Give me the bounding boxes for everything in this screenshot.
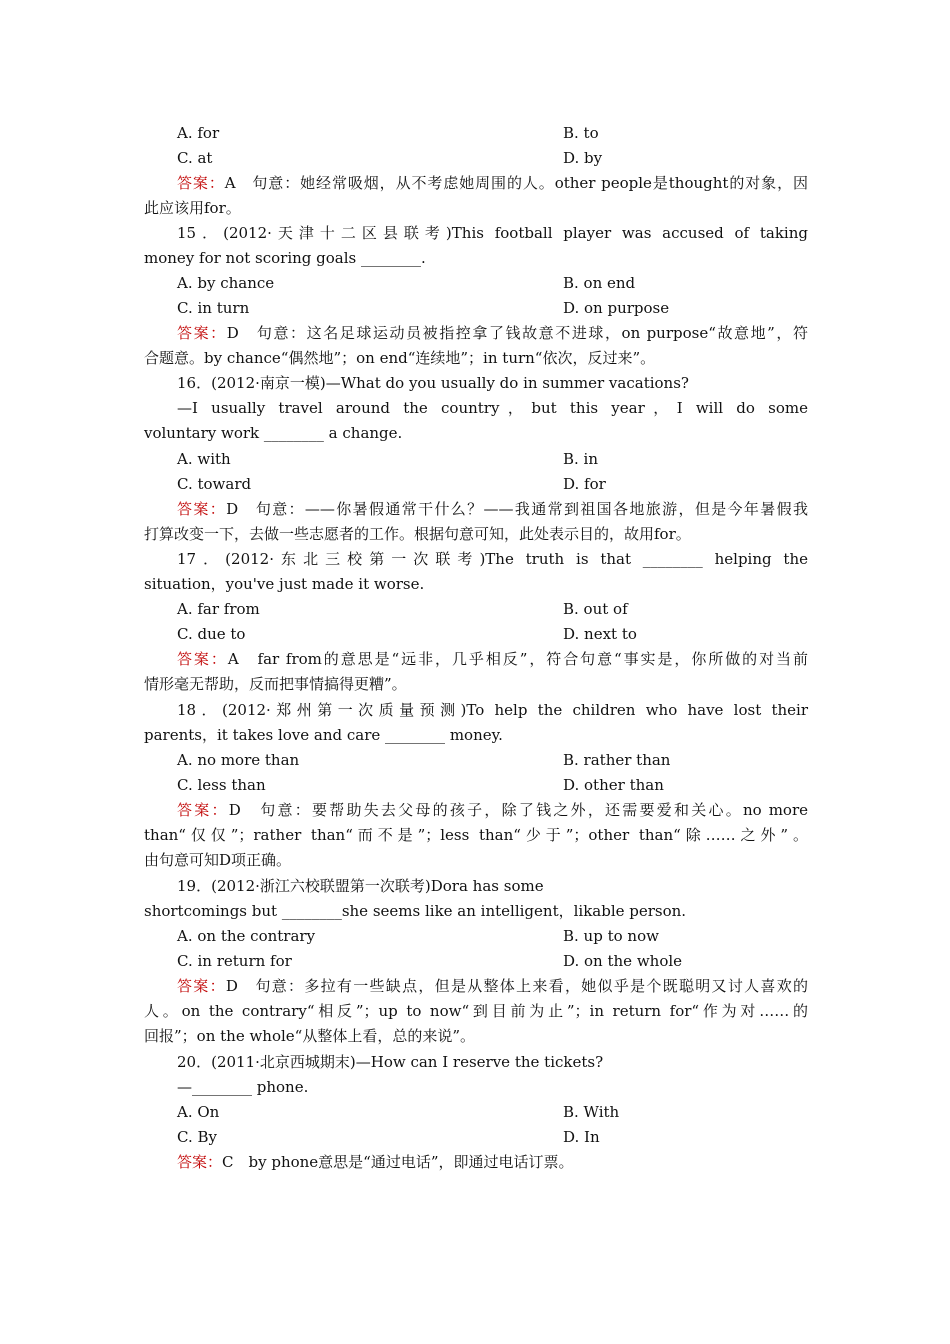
q15-stem-cont: money for not scoring goals ________. [144, 249, 426, 267]
answer-label: 答案： [177, 174, 225, 192]
q19-stem-cont: shortcomings but ________she seems like an intelligent，likable person. [144, 902, 687, 920]
q16-stem-line3: voluntary work ________ a change. [144, 424, 403, 442]
q19-option-d: D. on the whole [563, 952, 683, 970]
q18-stem-cont: parents，it takes love and care ________ money. [144, 726, 503, 744]
q14-answer [177, 171, 808, 196]
q17-answer-cont: 情形毫无帮助，反而把事情搞得更糟”。 [144, 675, 407, 693]
q16-option-d: D. for [563, 475, 606, 493]
q16-stem-line2: —I usually travel around the country，but this year，I will do some [177, 399, 808, 417]
q15-answer-cont: 合题意。by chance“偶然地”；on end“连续地”；in turn“依次，反过来”。 [144, 349, 656, 367]
q20-stem-cont: —________ phone. [177, 1078, 309, 1096]
q20-option-b: B. With [563, 1103, 620, 1121]
q16-option-b: B. in [563, 450, 599, 468]
answer-text: D 句意：——你暑假通常干什么？——我通常到祖国各地旅游，但是今年暑假我 [226, 500, 808, 518]
answer-text: D 句意：这名足球运动员被指控拿了钱故意不进球，on purpose“故意地”，符 [226, 324, 808, 342]
q18-answer-line3: 由句意可知D项正确。 [144, 851, 292, 869]
q19-answer-line3: 回报”；on the whole“从整体上看，总的来说”。 [144, 1027, 476, 1045]
q19-answer-line2: 人。on the contrary“相反”；up to now“到目前为止”；in return for“作为对……的 [144, 1002, 808, 1020]
q18-option-b: B. rather than [563, 751, 671, 769]
answer-label: 答案： [177, 324, 227, 342]
q18-option-c: C. less than [177, 776, 266, 794]
q17-option-d: D. next to [563, 625, 637, 643]
q19-option-b: B. up to now [563, 927, 659, 945]
q16-option-c: C. toward [177, 475, 252, 493]
q18-answer-line2: than“仅仅”；rather than“而不是”；less than“少于”；other than“除……之外”。 [144, 826, 808, 844]
q17-stem-cont: situation，you've just made it worse. [144, 575, 425, 593]
q19-stem: 19．(2012·浙江六校联盟第一次联考)Dora has some [177, 877, 544, 895]
q15-option-d: D. on purpose [563, 299, 670, 317]
answer-text: A 句意：她经常吸烟，从不考虑她周围的人。other people是thought的对象，因 [224, 174, 808, 192]
q14-option-c: C. at [177, 149, 213, 167]
q18-option-a: A. no more than [177, 751, 300, 769]
answer-text: D 句意：多拉有一些缺点，但是从整体上来看，她似乎是个既聪明又讨人喜欢的 [225, 977, 808, 995]
answer-text: D 句意：要帮助失去父母的孩子，除了钱之外，还需要爱和关心。no more [228, 801, 808, 819]
q14-option-d: D. by [563, 149, 603, 167]
q19-answer [177, 974, 808, 999]
q16-answer [177, 497, 808, 522]
q19-option-c: C. in return for [177, 952, 292, 970]
answer-label: 答案： [177, 650, 228, 668]
q17-option-c: C. due to [177, 625, 246, 643]
q20-stem: 20．(2011·北京西城期末)—How can I reserve the tickets? [177, 1053, 604, 1071]
q17-answer [177, 647, 808, 672]
q14-option-b: B. to [563, 124, 599, 142]
q20-option-c: C. By [177, 1128, 217, 1146]
q14-option-a: A. for [177, 124, 220, 142]
q16-stem: 16．(2012·南京一模)—What do you usually do in summer vacations? [177, 374, 689, 392]
q20-answer [177, 1150, 808, 1175]
q15-answer [177, 321, 808, 346]
q14-answer-cont: 此应该用for。 [144, 199, 241, 217]
q20-option-d: D. In [563, 1128, 600, 1146]
answer-label: 答案： [177, 977, 226, 995]
answer-label: 答案： [177, 801, 229, 819]
q20-option-a: A. On [177, 1103, 220, 1121]
answer-text: A far from的意思是“远非，几乎相反”，符合句意“事实是，你所做的对当前 [227, 650, 808, 668]
q18-answer [177, 798, 808, 823]
q15-option-c: C. in turn [177, 299, 250, 317]
answer-text: C by phone意思是“通过电话”，即通过电话订票。 [222, 1153, 574, 1171]
q17-option-b: B. out of [563, 600, 628, 618]
q16-answer-cont: 打算改变一下，去做一些志愿者的工作。根据句意可知，此处表示目的，故用for。 [144, 525, 691, 543]
q15-option-a: A. by chance [177, 274, 275, 292]
q15-option-b: B. on end [563, 274, 636, 292]
q17-option-a: A. far from [177, 600, 260, 618]
q17-stem: 17．(2012·东北三校第一次联考)The truth is that ________ helping the [177, 550, 808, 568]
q16-option-a: A. with [177, 450, 231, 468]
answer-label: 答案： [177, 1153, 223, 1171]
answer-label: 答案： [177, 500, 227, 518]
q15-stem: 15．(2012·天津十二区县联考)This football player was accused of taking [177, 224, 808, 242]
q18-option-d: D. other than [563, 776, 664, 794]
q18-stem: 18．(2012·郑州第一次质量预测)To help the children who have lost their [177, 701, 808, 719]
q19-option-a: A. on the contrary [177, 927, 316, 945]
